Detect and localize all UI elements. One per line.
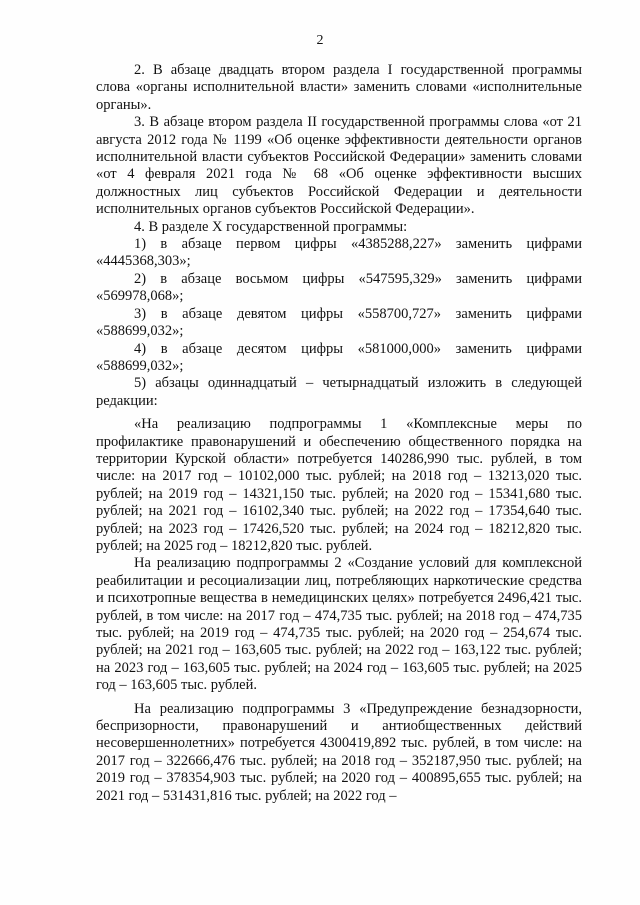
subprogram-3-paragraph: На реализацию подпрограммы 3 «Предупреждение безнадзорности, беспризорности, правонарушений и антиобщественных действий несовершеннолетних» потребуется 4300419,892 тыс. рублей, в том числе: на 2017 год – 322666,476 тыс. рублей; на 2018 год – 352187,950 тыс. рублей; на 2019 год – 378354,903 тыс. рублей; на 2020 год – 400895,655 тыс. рублей; на 2021 год – 531431,816 тыс. рублей; на 2022 год –	[96, 700, 582, 804]
paragraph-item-2: 2. В абзаце двадцать втором раздела I государственной программы слова «органы исполнительной власти» заменить словами «исполнительные органы».	[96, 62, 582, 113]
subitem-3: 3) в абзаце девятом цифры «558700,727» заменить цифрами «588699,032»;	[96, 305, 582, 340]
subitem-5: 5) абзацы одиннадцатый – четырнадцатый изложить в следующей редакции:	[96, 375, 582, 409]
document-body	[96, 62, 582, 805]
subprogram-2-paragraph: На реализацию подпрограммы 2 «Создание условий для комплексной реабилитации и ресоциализации лиц, потребляющих наркотические средства и психотропные вещества в немедицинских целях» потребуется 2496,421 тыс. рублей, в том числе: на 2017 год – 474,735 тыс. рублей; на 2018 год – 474,735 тыс. рублей; на 2019 год – 474,735 тыс. рублей; на 2020 год – 254,674 тыс. рублей; на 2021 год – 163,605 тыс. рублей; на 2022 год – 163,122 тыс. рублей; на 2023 год – 163,605 тыс. рублей; на 2024 год – 163,605 тыс. рублей; на 2025 год – 163,605 тыс. рублей.	[96, 555, 582, 694]
paragraph-item-3: 3. В абзаце втором раздела II государственной программы слова «от 21 августа 2012 года № 1199 «Об оценке эффективности деятельности органов исполнительной власти субъектов Российской Федерации» заменить словами «от 4 февраля 2021 года № 68 «Об оценке эффективности высших должностных лиц субъектов Российской Федерации и деятельности исполнительных органов субъектов Российской Федерации».	[96, 114, 582, 218]
page-number: 2	[316, 33, 324, 48]
subprogram-1-paragraph: «На реализацию подпрограммы 1 «Комплексные меры по профилактике правонарушений и обеспечению общественного порядка на территории Курской области» потребуется 140286,990 тыс. рублей, в том числе: на 2017 год – 10102,000 тыс. рублей; на 2018 год – 13213,020 тыс. рублей; на 2019 год – 14321,150 тыс. рублей; на 2020 год – 15341,680 тыс. рублей; на 2021 год – 16102,340 тыс. рублей; на 2022 год – 17354,640 тыс. рублей; на 2023 год – 17426,520 тыс. рублей; на 2024 год – 18212,820 тыс. рублей; на 2025 год – 18212,820 тыс. рублей.	[96, 416, 582, 554]
subitem-4: 4) в абзаце десятом цифры «581000,000» заменить цифрами «588699,032»;	[96, 340, 582, 374]
paragraph-item-4: 4. В разделе X государственной программы:	[134, 218, 408, 235]
subitem-1: 1) в абзаце первом цифры «4385288,227» заменить цифрами «4445368,303»;	[96, 236, 582, 270]
subitem-2: 2) в абзаце восьмом цифры «547595,329» заменить цифрами «569978,068»;	[96, 270, 582, 305]
